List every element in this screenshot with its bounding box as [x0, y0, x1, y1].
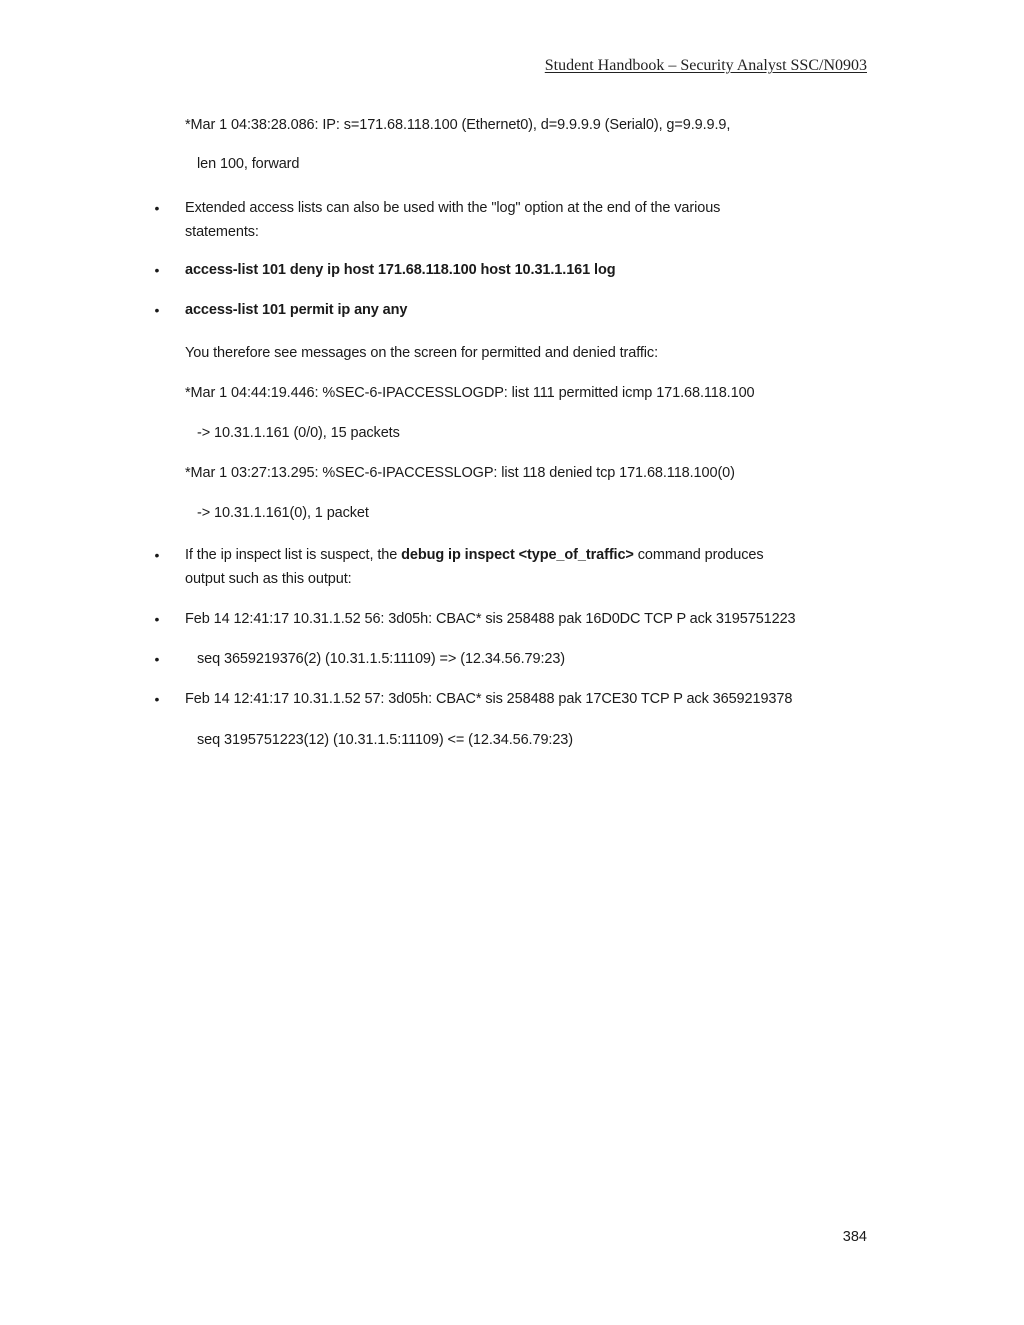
log-line-permitted-cont: -> 10.31.1.161 (0/0), 15 packets [197, 425, 400, 441]
debug-text-pre: If the ip inspect list is suspect, the [185, 547, 402, 563]
bullet-cbac-log-2: Feb 14 12:41:17 10.31.1.52 57: 3d05h: CBAC* sis 258488 pak 17CE30 TCP P ack 3659219378 [185, 691, 793, 707]
bullet-icon: • [154, 651, 160, 667]
log-line-ip-cont: len 100, forward [197, 156, 300, 172]
debug-command: debug ip inspect <type_of_traffic> [401, 547, 634, 563]
paragraph-messages-intro: You therefore see messages on the screen for permitted and denied traffic: [185, 345, 659, 361]
bullet-icon: • [154, 691, 160, 707]
bullet-debug-inspect-cont: output such as this output: [185, 571, 352, 587]
log-line-ip: *Mar 1 04:38:28.086: IP: s=171.68.118.100 (Ethernet0), d=9.9.9.9 (Serial0), g=9.9.9.9, [185, 117, 731, 133]
bullet-icon: • [154, 611, 160, 627]
bullet-extended-acl: Extended access lists can also be used with the "log" option at the end of the various [185, 200, 721, 216]
bullet-icon: • [154, 302, 160, 318]
bullet-acl-deny: access-list 101 deny ip host 171.68.118.100 host 10.31.1.161 log [185, 262, 616, 278]
bullet-extended-acl-cont: statements: [185, 224, 259, 240]
bullet-acl-permit: access-list 101 permit ip any any [185, 302, 408, 318]
bullet-icon: • [154, 200, 160, 216]
bullet-icon: • [154, 547, 160, 563]
debug-text-post: command produces [633, 547, 764, 563]
bullet-icon: • [154, 262, 160, 278]
bullet-debug-inspect [185, 543, 763, 567]
bullet-cbac-log-1: Feb 14 12:41:17 10.31.1.52 56: 3d05h: CBAC* sis 258488 pak 16D0DC TCP P ack 3195751223 [185, 611, 796, 627]
log-line-denied: *Mar 1 03:27:13.295: %SEC-6-IPACCESSLOGP: list 118 denied tcp 171.68.118.100(0) [185, 465, 735, 481]
log-line-permitted: *Mar 1 04:44:19.446: %SEC-6-IPACCESSLOGDP: list 111 permitted icmp 171.68.118.100 [185, 385, 755, 401]
cbac-seq-2: seq 3195751223(12) (10.31.1.5:11109) <= (12.34.56.79:23) [197, 732, 573, 748]
log-line-denied-cont: -> 10.31.1.161(0), 1 packet [197, 505, 369, 521]
running-header: Student Handbook – Security Analyst SSC/N0903 [544, 57, 867, 74]
page-number: 384 [842, 1229, 867, 1245]
bullet-cbac-seq-1: seq 3659219376(2) (10.31.1.5:11109) => (12.34.56.79:23) [197, 651, 566, 667]
